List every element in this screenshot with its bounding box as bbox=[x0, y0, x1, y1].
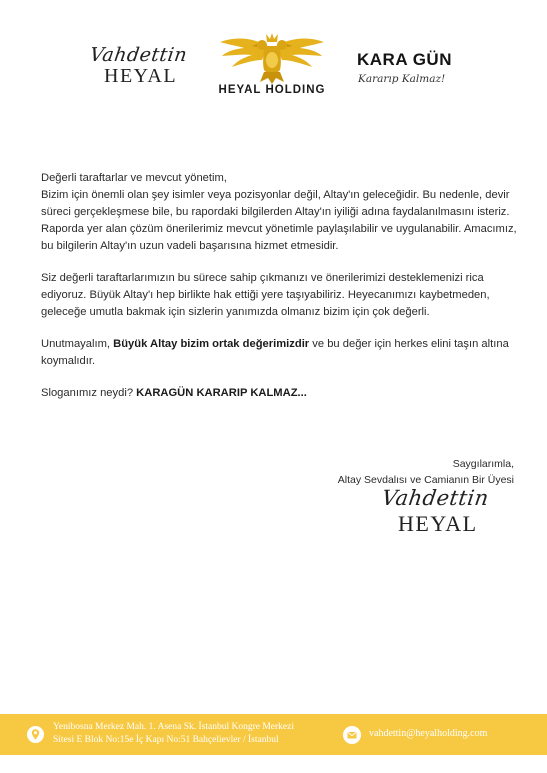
paragraph-text: Sloganımız neydi? bbox=[41, 387, 137, 399]
letter-paragraph-2: Siz değerli taraftarlarımızın bu sürece sahip çıkmanızı ve önerilerimizi desteklemenizi rica ediyoruz. Büyük Altay'ı hep birlikte hak ettiği yere taşıyabiliriz. Heyecanımızı kaybetmeden, geleceğe umutla bakmak için sizlerin yanımızda olmanız bizim için çok değerli. bbox=[41, 272, 490, 318]
company-name: HEYAL HOLDING bbox=[218, 84, 326, 96]
letter-closing bbox=[338, 456, 514, 488]
location-pin-icon bbox=[27, 726, 44, 743]
signature-logo bbox=[86, 44, 189, 90]
paragraph-text: Bizim için önemli olan şey isimler veya pozisyonlar değil, Altay'ın geleceğidir. Bu nedenle, devir süreci gerçekleşmese bile, bu rapordaki bilgilerden Altay'ın iyiliği adına faydalanılmasını isteriz. Raporda yer alan çözüm önerilerimiz mevcut yönetimle paylaşılabilir ve uygulanabilir. Amacımız, bu bilgilerin Altay'ın uzun vadeli başarısına hizmet etmesidir. bbox=[41, 189, 517, 252]
signature-first-name: Vahdettin bbox=[380, 486, 491, 510]
address-line-2: Sitesi E Blok No:15e İç Kapı No:51 Bahçelievler / İstanbul bbox=[53, 735, 279, 745]
letter-paragraph-3 bbox=[41, 336, 517, 370]
greeting: Değerli taraftarlar ve mevcut yönetim, bbox=[41, 172, 227, 184]
closing-salutation: Saygılarımla, bbox=[452, 458, 514, 470]
double-headed-eagle-icon bbox=[218, 32, 326, 84]
closing-title: Altay Sevdalısı ve Camianın Bir Üyesi bbox=[337, 474, 514, 486]
signature bbox=[376, 486, 491, 542]
envelope-icon bbox=[343, 726, 361, 744]
letter-body bbox=[41, 170, 517, 417]
campaign-slogan: Kararıp Kalmaz! bbox=[358, 73, 446, 85]
paragraph-text: ve bu değer için herkes elini taşın altına koymalıdır. bbox=[41, 338, 509, 367]
letterhead bbox=[0, 0, 547, 110]
signature-last-name: HEYAL bbox=[398, 511, 478, 536]
emphasis-text: Büyük Altay bizim ortak değerimizdir bbox=[113, 338, 310, 350]
letter-paragraph-4 bbox=[41, 385, 517, 402]
signature-first-name: Vahdettin bbox=[88, 44, 189, 66]
address-line-1: Yenibosna Merkez Mah. 1. Asena Sk. İstanbul Kongre Merkezi bbox=[53, 722, 294, 732]
slogan-text: KARAGÜN KARARIP KALMAZ... bbox=[136, 387, 307, 399]
signature-last-name: HEYAL bbox=[104, 65, 178, 87]
footer-email[interactable]: vahdettin@heyalholding.com bbox=[369, 728, 488, 739]
footer-address bbox=[53, 721, 294, 747]
footer-bar bbox=[0, 714, 547, 755]
campaign-title: KARA GÜN bbox=[357, 50, 452, 69]
paragraph-text: Unutmayalım, bbox=[41, 338, 114, 350]
letter-paragraph-1 bbox=[41, 170, 517, 255]
